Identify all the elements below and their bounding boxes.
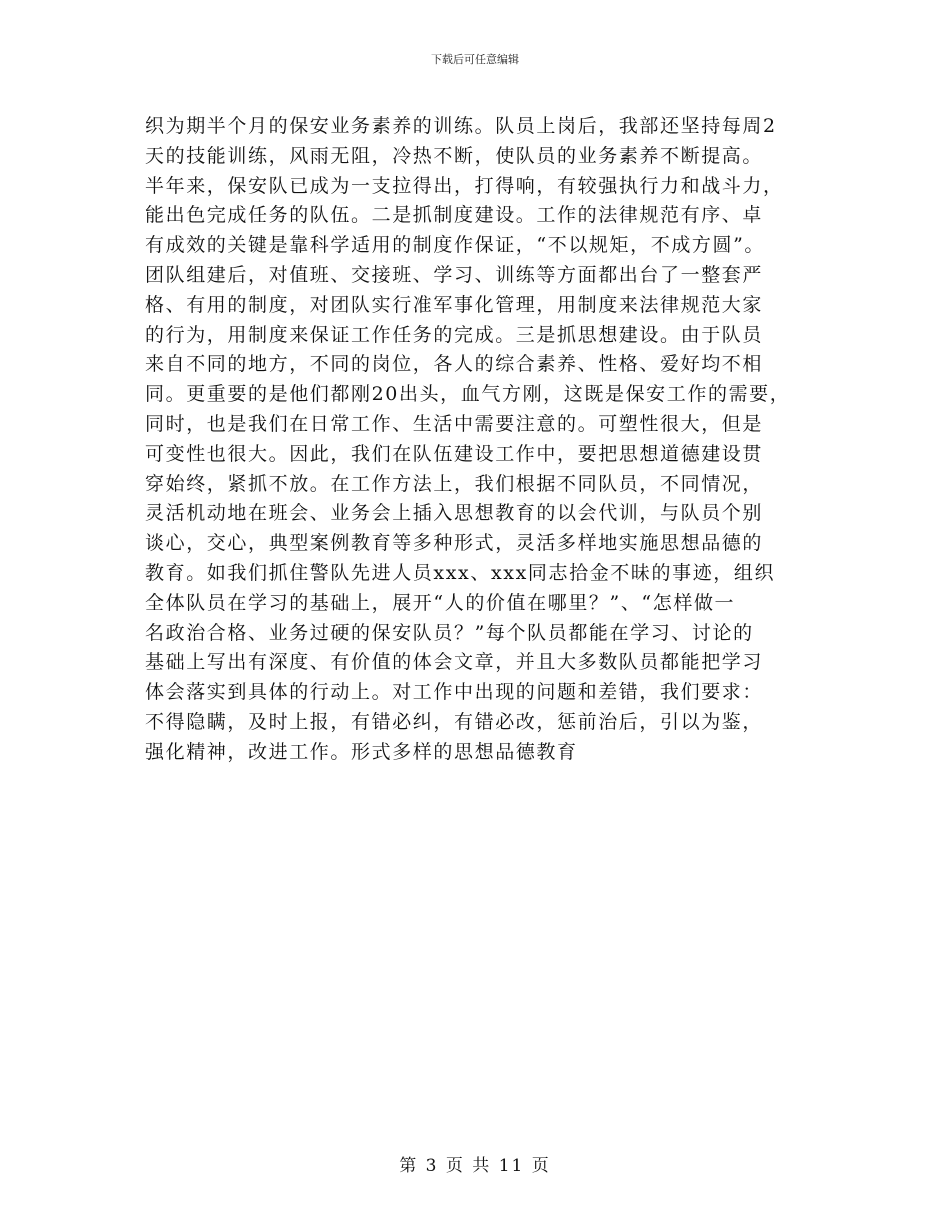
text-line: 织为期半个月的保安业务素养的训练。队员上岗后，我部还坚持每周2 bbox=[145, 115, 777, 137]
text-line: 能出色完成任务的队伍。二是抓制度建设。工作的法律规范有序、卓 bbox=[145, 204, 764, 227]
text-line: 来自不同的地方，不同的岗位，各人的综合素养、性格、爱好均不相 bbox=[145, 353, 764, 376]
text-line: 谈心，交心，典型案例教育等多种形式，灵活多样地实施思想品德的 bbox=[145, 532, 764, 555]
text-line: 灵活机动地在班会、业务会上插入思想教育的以会代训，与队员个别 bbox=[145, 502, 764, 525]
text-line: 名政治合格、业务过硬的保安队员？”每个队员都能在学习、讨论的 bbox=[145, 621, 754, 644]
text-line: 团队组建后，对值班、交接班、学习、训练等方面都出台了一整套严 bbox=[145, 263, 764, 286]
text-line: 半年来，保安队已成为一支拉得出，打得响，有较强执行力和战斗力， bbox=[145, 174, 784, 197]
text-line: 格、有用的制度，对团队实行准军事化管理，用制度来法律规范大家 bbox=[145, 293, 764, 316]
body-paragraph bbox=[145, 112, 815, 768]
text-line: 全体队员在学习的基础上，展开“人的价值在哪里？”、“怎样做一 bbox=[145, 591, 736, 614]
text-line: 有成效的关键是靠科学适用的制度作保证，“不以规矩，不成方圆”。 bbox=[145, 234, 766, 257]
text-line: 穿始终，紧抓不放。在工作方法上，我们根据不同队员，不同情况， bbox=[145, 472, 764, 495]
text-line: 不得隐瞒，及时上报，有错必纠，有错必改，惩前治后，引以为鉴， bbox=[145, 710, 764, 733]
text-line: 同。更重要的是他们都刚20出头，血气方刚，这既是保安工作的需要， bbox=[145, 383, 791, 406]
text-line: 可变性也很大。因此，我们在队伍建设工作中，要把思想道德建设贯 bbox=[145, 442, 764, 465]
text-line: 天的技能训练，风雨无阻，冷热不断，使队员的业务素养不断提高。 bbox=[145, 144, 764, 167]
text-line: 基础上写出有深度、有价值的体会文章，并且大多数队员都能把学习 bbox=[145, 651, 764, 674]
page-number-footer: 第 3 页 共 11 页 bbox=[399, 1156, 551, 1176]
text-line: 的行为，用制度来保证工作任务的完成。三是抓思想建设。由于队员 bbox=[145, 323, 764, 346]
text-line: 同时，也是我们在日常工作、生活中需要注意的。可塑性很大，但是 bbox=[145, 412, 764, 435]
text-line: 体会落实到具体的行动上。对工作中出现的问题和差错，我们要求： bbox=[145, 681, 764, 704]
text-line: 强化精神，改进工作。形式多样的思想品德教育 bbox=[145, 740, 578, 763]
text-line: 教育。如我们抓住警队先进人员xxx、xxx同志拾金不昧的事迹，组织 bbox=[145, 561, 776, 584]
page-header: 下载后可任意编辑 bbox=[431, 53, 519, 66]
